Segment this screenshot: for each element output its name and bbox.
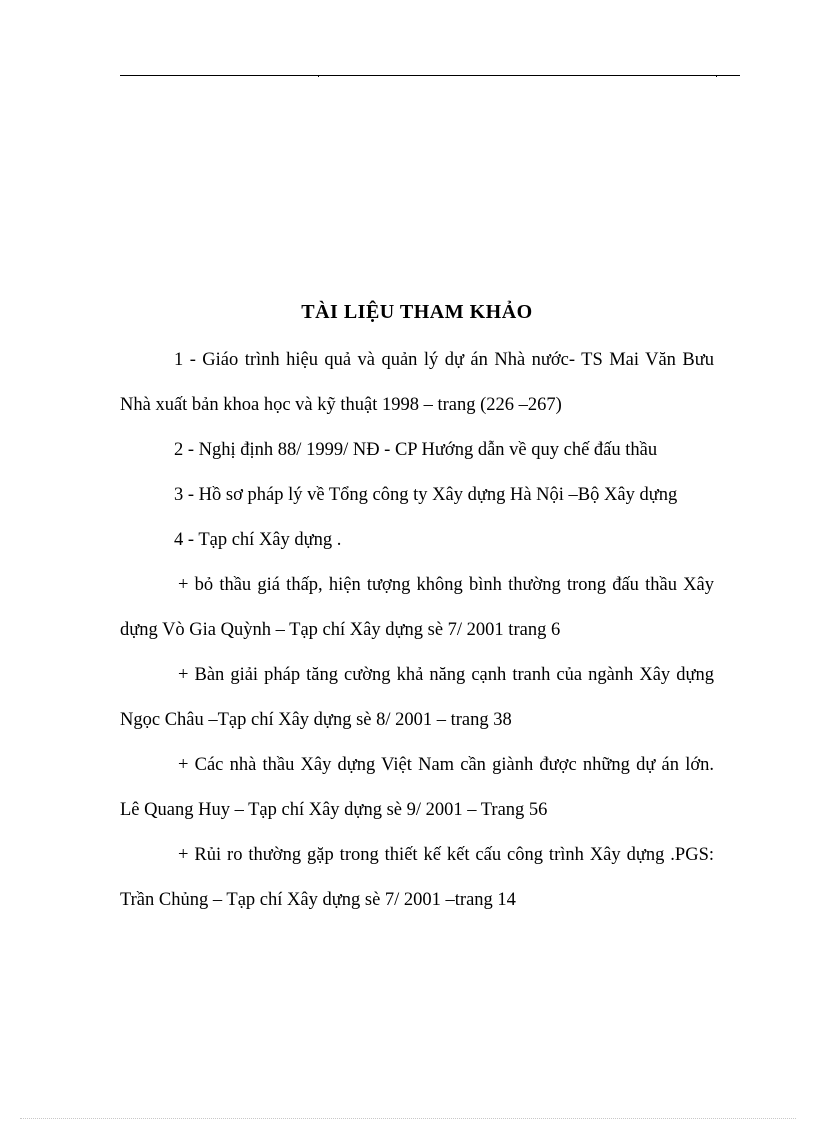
reference-subitem-2: + Bàn giải pháp tăng cường khả năng cạnh tranh của ngành Xây dựng Ngọc Châu –Tạp chí Xây dựng sè 8/ 2001 – trang 38 <box>120 665 714 730</box>
reference-item-4: 4 - Tạp chí Xây dựng . <box>174 530 342 550</box>
reference-subitem-3: + Các nhà thầu Xây dựng Việt Nam cần giành được những dự án lớn. Lê Quang Huy – Tạp chí Xây dựng sè 9/ 2001 – Trang 56 <box>120 755 714 820</box>
reference-item-1: 1 - Giáo trình hiệu quả và quản lý dự án Nhà nước- TS Mai Văn Bưu Nhà xuất bản khoa học và kỹ thuật 1998 – trang (226 –267) <box>120 350 714 415</box>
reference-item-3: 3 - Hồ sơ pháp lý về Tổng công ty Xây dựng Hà Nội –Bộ Xây dựng <box>174 485 678 505</box>
reference-subitem-4: + Rủi ro thường gặp trong thiết kế kết cấu công trình Xây dựng .PGS: Trần Chủng – Tạp chí Xây dựng sè 7/ 2001 –trang 14 <box>120 845 714 910</box>
header-rule <box>120 75 740 76</box>
page-title: TÀI LIỆU THAM KHẢO <box>301 301 533 323</box>
page-body <box>120 290 714 923</box>
page-bottom-border <box>20 1118 796 1119</box>
header-rule-tick <box>716 75 717 77</box>
reference-subitem-1: + bỏ thầu giá thấp, hiện tượng không bình thường trong đấu thầu Xây dựng Vò Gia Quỳnh – Tạp chí Xây dựng sè 7/ 2001 trang 6 <box>120 575 714 640</box>
header-rule-tick <box>318 75 319 77</box>
reference-item-2: 2 - Nghị định 88/ 1999/ NĐ - CP Hướng dẫn về quy chế đấu thầu <box>174 440 658 460</box>
